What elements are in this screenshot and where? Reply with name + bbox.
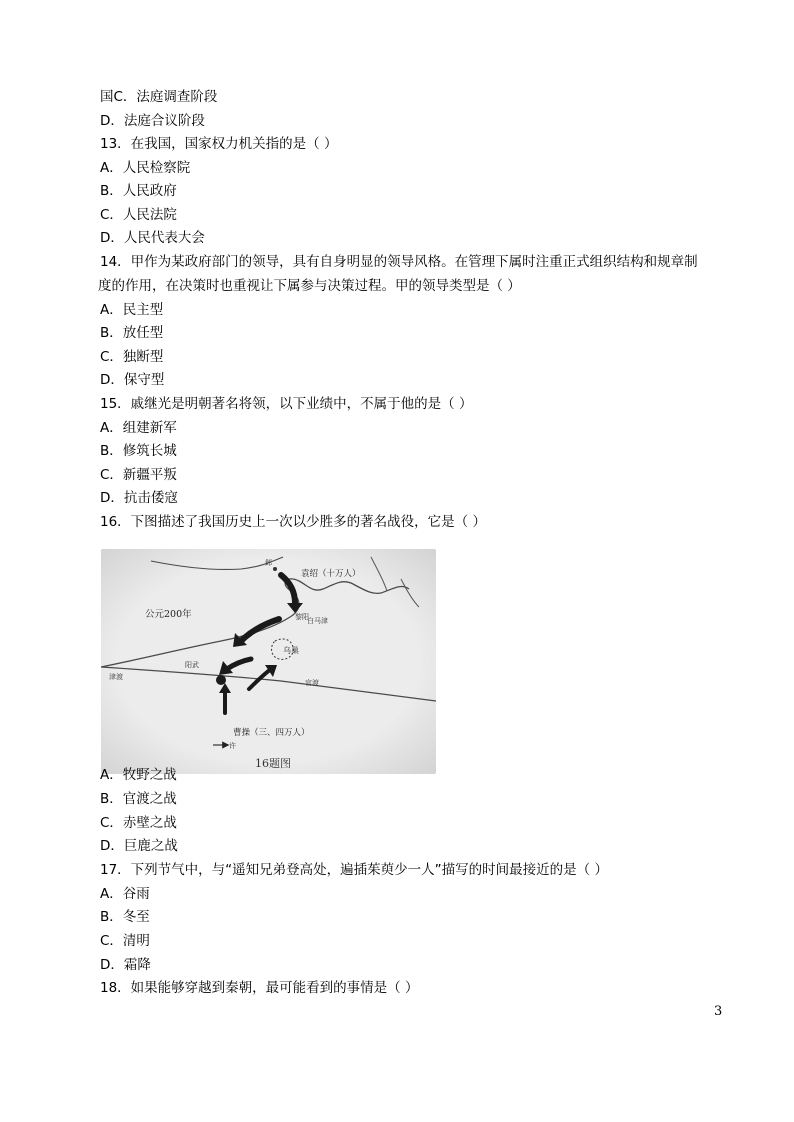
figure-caption: 16题图 — [255, 757, 291, 770]
guandu-marker — [216, 675, 226, 685]
q17-option-b: B．冬至 — [100, 909, 150, 925]
place-guandu: 官渡 — [305, 679, 319, 687]
q16-option-b: B．官渡之战 — [100, 791, 177, 807]
q14-option-b: B．放任型 — [100, 325, 164, 341]
battle-map-svg — [101, 549, 436, 774]
place-yanjin: 津渡 — [109, 673, 123, 681]
place-baimajin: 白马津 — [307, 617, 328, 625]
q17-option-a: A．谷雨 — [100, 886, 150, 902]
question-17: 17．下列节气中，与“遥知兄弟登高处，遍插茱萸少一人”描写的时间最接近的是（ ） — [100, 862, 608, 878]
q16-option-d: D．巨鹿之战 — [100, 838, 178, 854]
question-14-line-2: 度的作用，在决策时也重视让下属参与决策过程。甲的领导类型是（ ） — [98, 278, 521, 294]
page-number: 3 — [714, 1004, 723, 1019]
q15-option-d: D．抗击倭寇 — [100, 490, 178, 506]
ye-marker — [273, 567, 277, 571]
place-ye: 邺 — [265, 559, 272, 567]
question-15: 15．戚继光是明朝著名将领，以下业绩中，不属于他的是（ ） — [100, 396, 473, 412]
question-13: 13．在我国，国家权力机关指的是（ ） — [100, 136, 338, 152]
q16-option-c: C．赤壁之战 — [100, 815, 177, 831]
q16-option-a: A．牧野之战 — [100, 767, 177, 783]
q15-option-a: A．组建新军 — [100, 420, 177, 436]
q15-option-c: C．新疆平叛 — [100, 467, 177, 483]
year-label: 公元200年 — [145, 609, 192, 620]
q14-option-d: D．保守型 — [100, 372, 165, 388]
place-xu: 许 — [229, 742, 236, 750]
option-d-court-deliberation: D．法庭合议阶段 — [100, 113, 205, 129]
q13-option-b: B．人民政府 — [100, 183, 177, 199]
place-yangwu: 阳武 — [185, 661, 199, 669]
battle-map-figure — [101, 549, 436, 774]
army-cao-label: 曹操（三、四万人） — [233, 728, 310, 738]
q13-option-a: A．人民检察院 — [100, 160, 191, 176]
q15-option-b: B．修筑长城 — [100, 443, 177, 459]
q17-option-d: D．霜降 — [100, 957, 151, 973]
place-liyang: 黎阳 — [295, 613, 309, 621]
army-yuan-label: 袁绍（十万人） — [301, 569, 361, 579]
place-wuchao: 乌巢 — [283, 646, 299, 655]
q13-option-d: D．人民代表大会 — [100, 230, 205, 246]
q13-option-c: C．人民法院 — [100, 207, 177, 223]
q14-option-c: C．独断型 — [100, 349, 164, 365]
question-14-line-1: 14．甲作为某政府部门的领导，具有自身明显的领导风格。在管理下属时注重正式组织结构和规章制 — [100, 254, 698, 270]
question-16: 16．下图描述了我国历史上一次以少胜多的著名战役，它是（ ） — [100, 514, 486, 530]
q17-option-c: C．清明 — [100, 933, 150, 949]
q14-option-a: A．民主型 — [100, 302, 164, 318]
option-c-court-investigation: 国C．法庭调查阶段 — [100, 89, 218, 105]
question-18: 18．如果能够穿越到秦朝，最可能看到的事情是（ ） — [100, 980, 419, 996]
